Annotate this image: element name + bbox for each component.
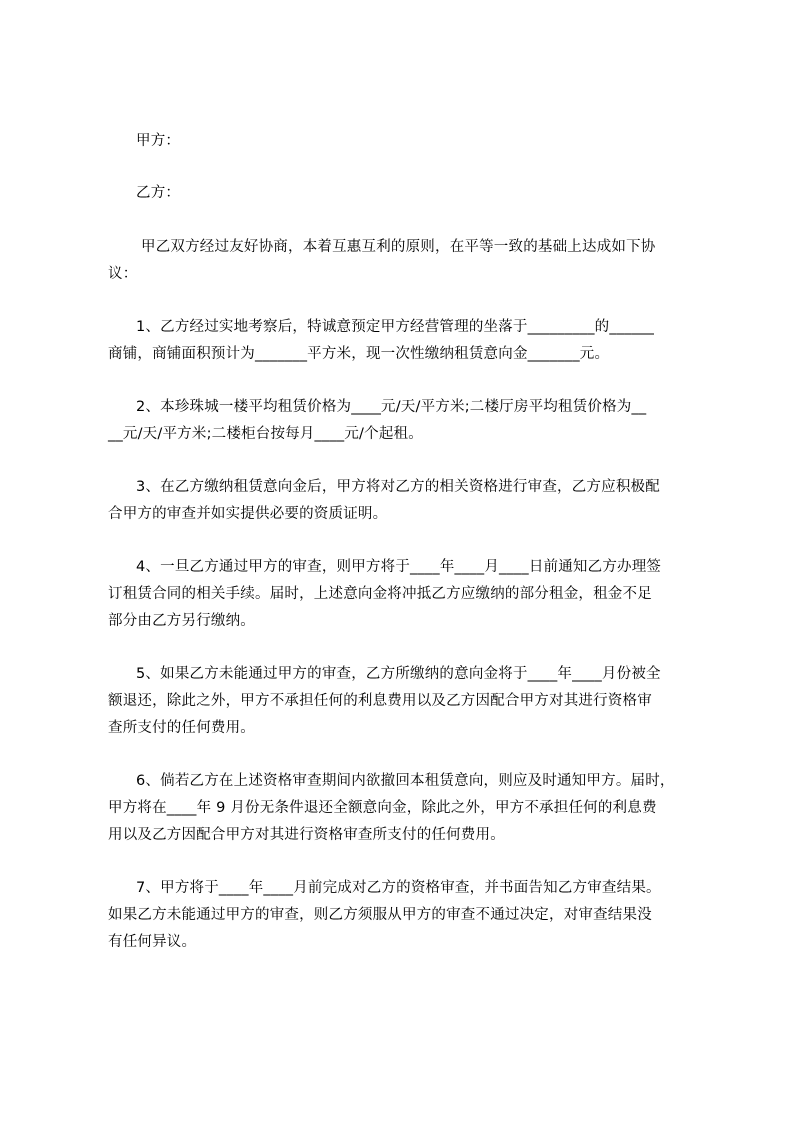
party-b-label: 乙方： — [136, 185, 181, 201]
clause-4-line-3: 部分由乙方另行缴纳。 — [108, 613, 255, 629]
clause-5-line-1: 5、如果乙方未能通过甲方的审查，乙方所缴纳的意向金将于____年____月份被全 — [136, 666, 661, 682]
clause-1-line-1: 1、乙方经过实地考察后，特诚意预定甲方经营管理的坐落于_________的______ — [136, 319, 655, 335]
intro-line-2: 议： — [108, 266, 138, 282]
clause-3-line-1: 3、在乙方缴纳租赁意向金后，甲方将对乙方的相关资格进行审查，乙方应积极配 — [136, 479, 660, 495]
intro-line-1: 甲乙双方经过友好协商，本着互惠互利的原则，在平等一致的基础上达成如下协 — [141, 239, 656, 255]
clause-5-line-3: 查所支付的任何费用。 — [108, 720, 255, 736]
clause-5-line-2: 额退还，除此之外，甲方不承担任何的利息费用以及乙方因配合甲方对其进行资格审 — [108, 693, 652, 709]
clause-6-line-2: 甲方将在____年 9 月份无条件退还全额意向金，除此之外，甲方不承担任何的利息费 — [108, 800, 657, 816]
clause-7-line-3: 有任何异议。 — [108, 934, 197, 950]
clause-6-line-3: 用以及乙方因配合甲方对其进行资格审查所支付的任何费用。 — [108, 827, 505, 843]
clause-7-line-1: 7、甲方将于____年____月前完成对乙方的资格审查，并书面告知乙方审查结果。 — [136, 880, 661, 896]
clause-2-line-2: __元/天/平方米;二楼柜台按每月____元/个起租。 — [108, 426, 423, 442]
clause-4-line-2: 订租赁合同的相关手续。届时，上述意向金将冲抵乙方应缴纳的部分租金，租金不足 — [108, 586, 652, 602]
clause-6-line-1: 6、倘若乙方在上述资格审查期间内欲撤回本租赁意向，则应及时通知甲方。届时， — [136, 773, 675, 789]
clause-7-line-2: 如果乙方未能通过甲方的审查，则乙方须服从甲方的审查不通过决定，对审查结果没 — [108, 907, 652, 923]
party-a-label: 甲方： — [136, 133, 181, 149]
clause-4-line-1: 4、一旦乙方通过甲方的审查，则甲方将于____年____月____日前通知乙方办理签 — [136, 559, 662, 575]
clause-2-line-1: 2、本珍珠城一楼平均租赁价格为____元/天/平方米;二楼厅房平均租赁价格为__ — [136, 399, 647, 415]
clause-3-line-2: 合甲方的审查并如实提供必要的资质证明。 — [108, 506, 388, 522]
clause-1-line-2: 商铺，商铺面积预计为_______平方米，现一次性缴纳租赁意向金_______元。 — [108, 346, 610, 362]
